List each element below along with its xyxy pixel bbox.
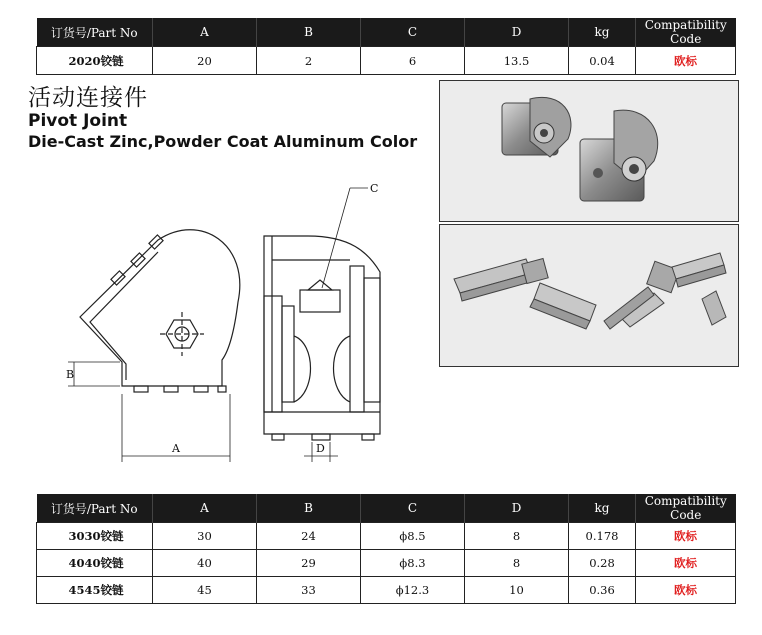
d-cell: 13.5 (465, 47, 569, 75)
kg-cell: 0.36 (569, 577, 636, 604)
col-header-part-no: 订货号/Part No (37, 18, 153, 47)
product-title-en: Pivot Joint (28, 111, 128, 131)
col-header-a: A (153, 494, 257, 523)
dimension-label-d: D (316, 442, 325, 455)
dimension-label-c: C (370, 182, 379, 195)
table-row (37, 47, 736, 75)
c-cell: ϕ8.5 (361, 523, 465, 550)
table-row (37, 577, 736, 604)
table-row (37, 550, 736, 577)
table-row (37, 523, 736, 550)
part-no-cell: 3030铰链 (37, 523, 153, 550)
col-header-compat: Compatibility Code (636, 18, 736, 47)
col-header-a: A (153, 18, 257, 47)
product-title-cn: 活动连接件 (28, 85, 148, 111)
assembly-photo (439, 224, 739, 367)
c-cell: ϕ12.3 (361, 577, 465, 604)
col-header-b: B (257, 494, 361, 523)
compat-cell: 欧标 (636, 550, 736, 577)
dimension-label-b: B (66, 368, 75, 381)
a-cell: 45 (153, 577, 257, 604)
kg-cell: 0.04 (569, 47, 636, 75)
c-cell: 6 (361, 47, 465, 75)
b-cell: 29 (257, 550, 361, 577)
col-header-c: C (361, 18, 465, 47)
pivot-joint-assembly-image (440, 225, 737, 365)
table-header-row (37, 494, 736, 523)
d-cell: 10 (465, 577, 569, 604)
col-header-kg: kg (569, 18, 636, 47)
b-cell: 24 (257, 523, 361, 550)
bottom-spec-table (36, 494, 736, 604)
col-header-d: D (465, 18, 569, 47)
col-header-part-no: 订货号/Part No (37, 494, 153, 523)
c-cell: ϕ8.3 (361, 550, 465, 577)
pivot-joint-photo-image (440, 81, 737, 220)
compat-cell: 欧标 (636, 523, 736, 550)
table-header-row (37, 18, 736, 47)
a-cell: 30 (153, 523, 257, 550)
part-no-cell: 4545铰链 (37, 577, 153, 604)
col-header-kg: kg (569, 494, 636, 523)
kg-cell: 0.28 (569, 550, 636, 577)
col-header-compat: Compatibility Code (636, 494, 736, 523)
product-photo-pair (439, 80, 739, 222)
d-cell: 8 (465, 523, 569, 550)
technical-drawing (50, 172, 390, 472)
compat-cell: 欧标 (636, 577, 736, 604)
part-no-cell: 2020铰链 (37, 47, 153, 75)
b-cell: 2 (257, 47, 361, 75)
a-cell: 20 (153, 47, 257, 75)
compat-cell: 欧标 (636, 47, 736, 75)
part-no-cell: 4040铰链 (37, 550, 153, 577)
dimension-label-a: A (172, 442, 180, 455)
kg-cell: 0.178 (569, 523, 636, 550)
d-cell: 8 (465, 550, 569, 577)
product-subtitle: Die-Cast Zinc,Powder Coat Aluminum Color (28, 132, 418, 151)
top-spec-table (36, 18, 736, 75)
a-cell: 40 (153, 550, 257, 577)
col-header-c: C (361, 494, 465, 523)
col-header-d: D (465, 494, 569, 523)
col-header-b: B (257, 18, 361, 47)
b-cell: 33 (257, 577, 361, 604)
